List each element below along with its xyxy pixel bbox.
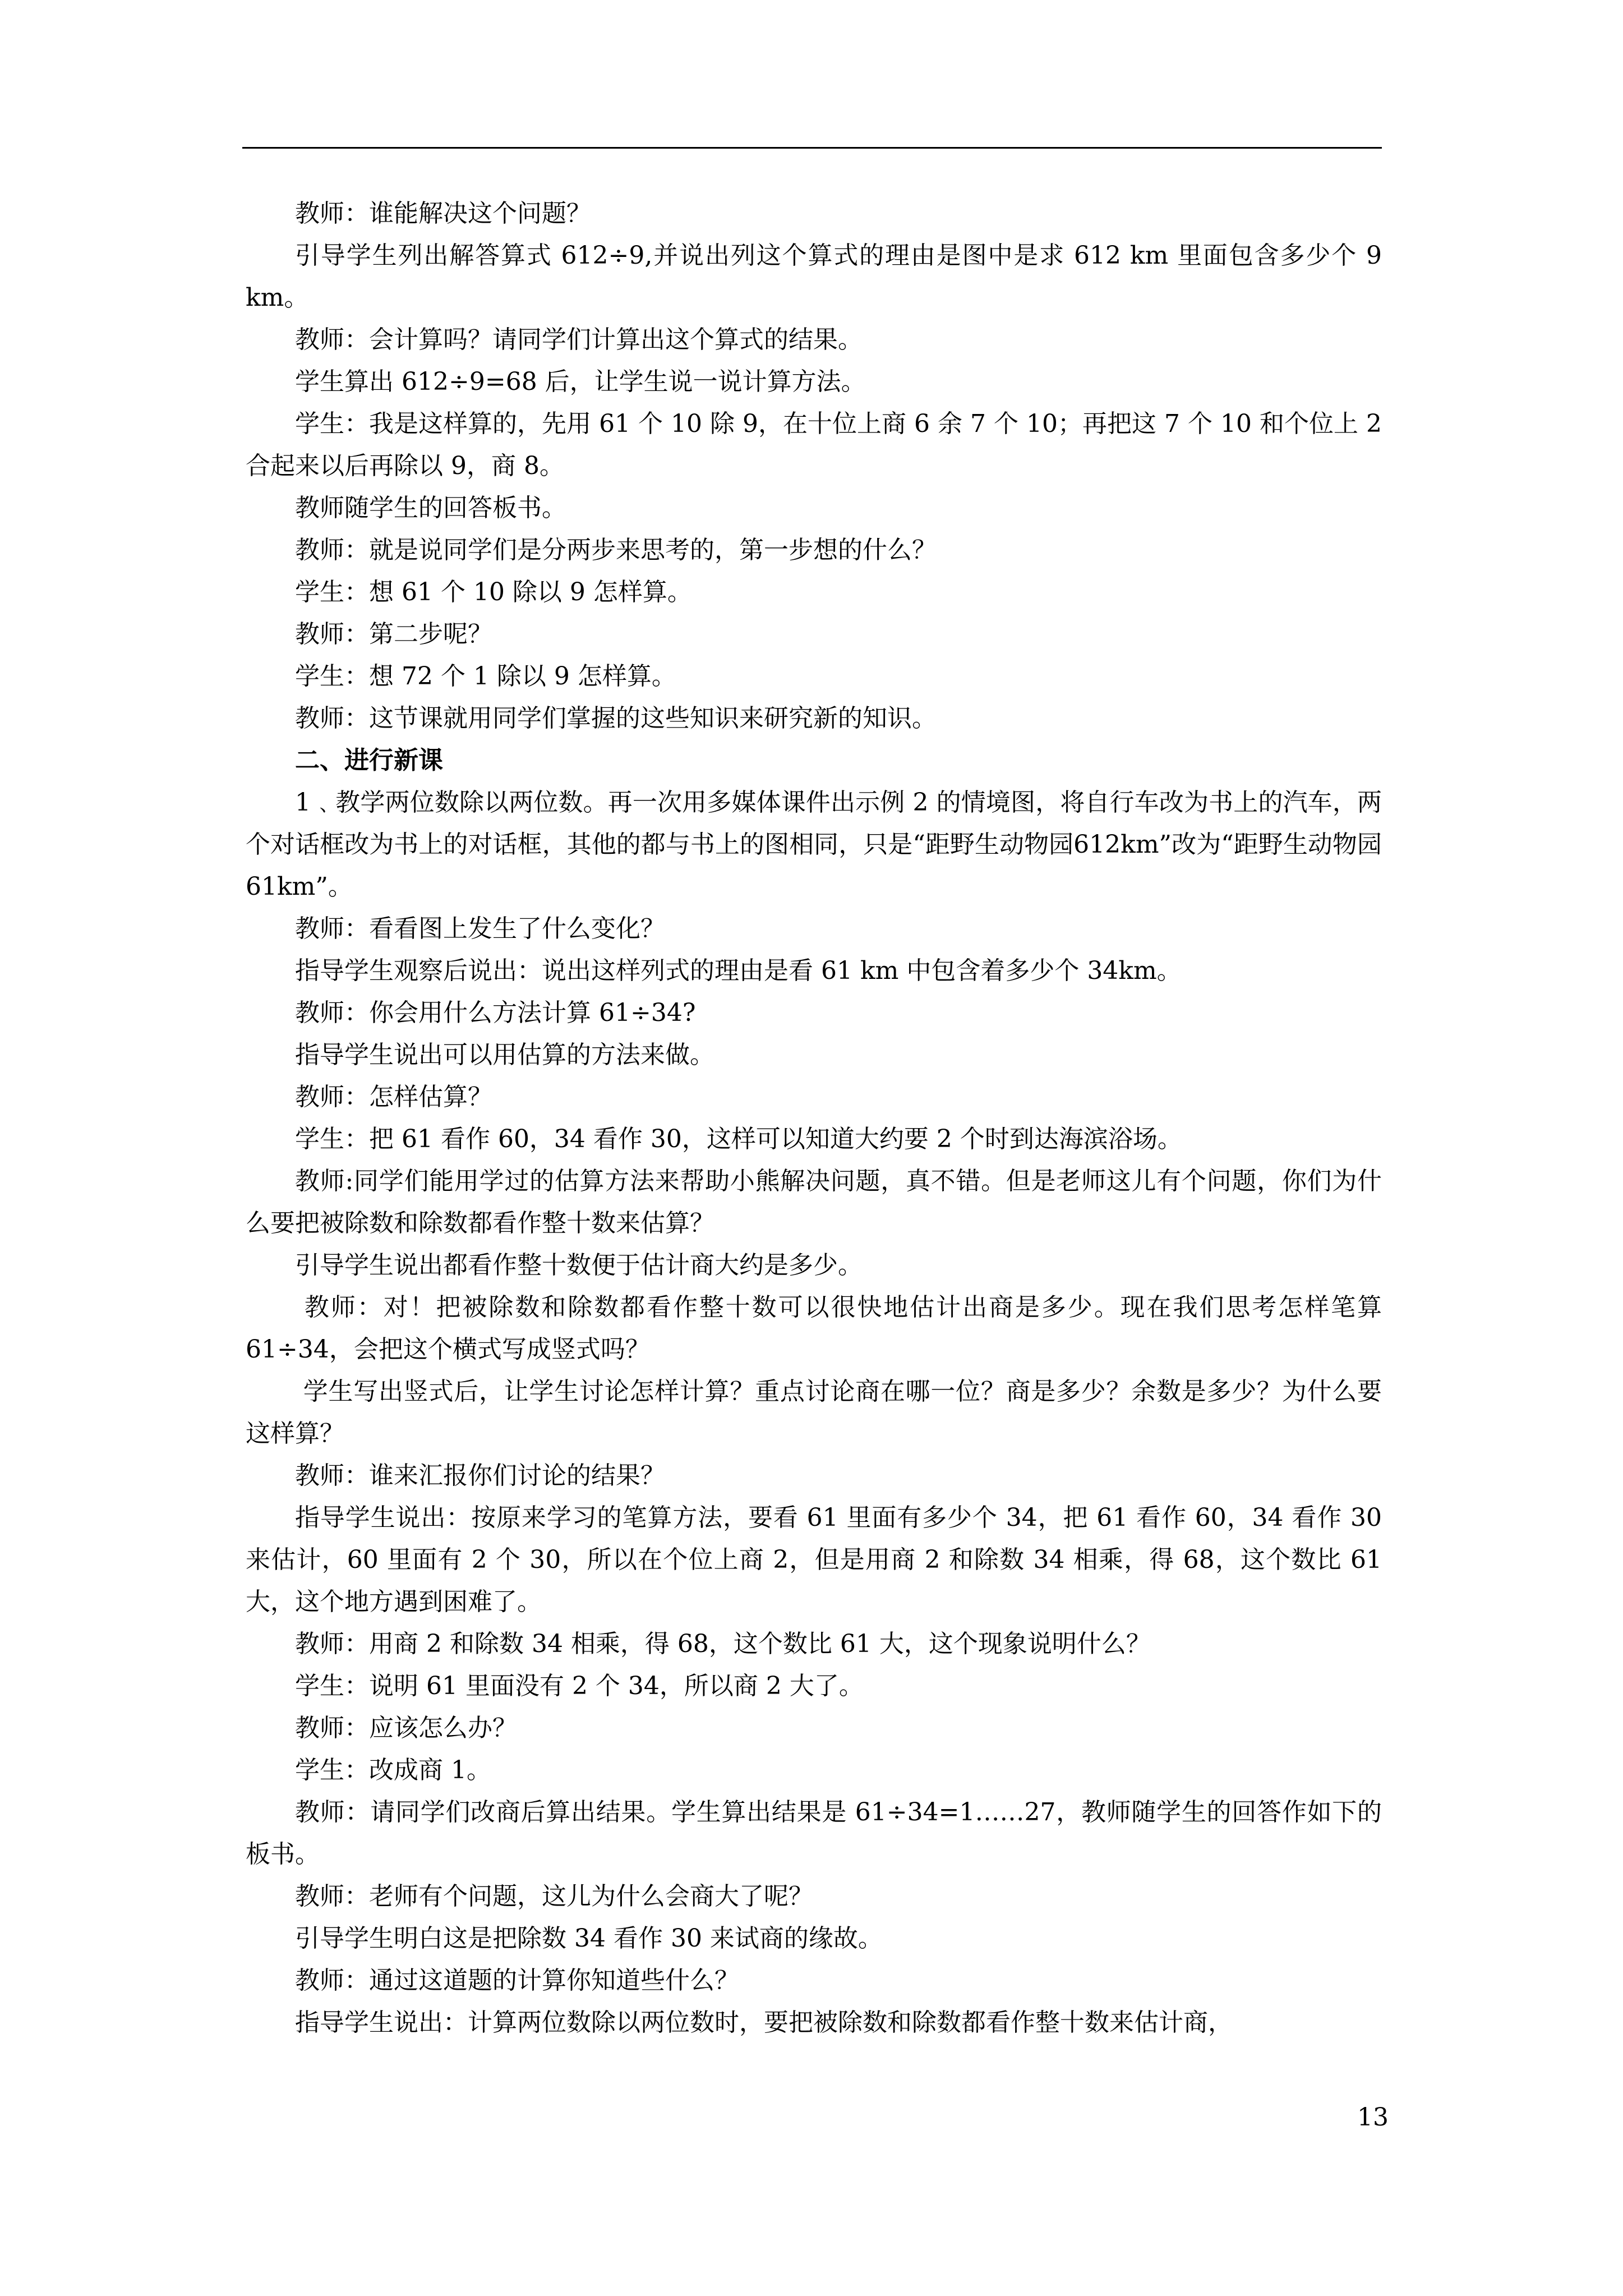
paragraph: 教师：老师有个问题，这儿为什么会商大了呢？ (295, 1882, 813, 1911)
paragraph: 学生：改成商 1。 (295, 1756, 491, 1784)
paragraph: 教师：对！把被除数和除数都看作整十数可以很快地估计出商是多少。现在我们思考怎样笔算 61÷34，会把这个横式写成竖式吗？ (246, 1293, 1390, 1364)
paragraph: 教师：第二步呢？ (295, 620, 492, 648)
paragraph: 教师：看看图上发生了什么变化？ (295, 914, 665, 943)
paragraph: 学生写出竖式后，让学生讨论怎样计算？重点讨论商在哪一位？商是多少？余数是多少？为什么要这样算？ (246, 1377, 1382, 1448)
paragraph: 学生：想 72 个 1 除以 9 怎样算。 (295, 662, 676, 691)
paragraph: 引导学生明白这是把除数 34 看作 30 来试商的缘故。 (295, 1924, 883, 1953)
paragraph: 学生：把 61 看作 60，34 看作 30，这样可以知道大约要 2 个时到达海滨浴场。 (295, 1125, 1182, 1153)
paragraph: 教师:同学们能用学过的估算方法来帮助小熊解决问题，真不错。但是老师这儿有个问题，你们为什么要把被除数和除数都看作整十数来估算？ (246, 1167, 1382, 1237)
paragraph: 教师：你会用什么方法计算 61÷34? (295, 999, 696, 1027)
paragraph: 指导学生观察后说出：说出这样列式的理由是看 61 km 中包含着多少个 34km。 (295, 956, 1182, 985)
paragraph: 教师：怎样估算？ (295, 1083, 492, 1111)
paragraph: 引导学生说出都看作整十数便于估计商大约是多少。 (295, 1251, 863, 1280)
paragraph: 教师：这节课就用同学们掌握的这些知识来研究新的知识。 (295, 704, 937, 733)
document-body (246, 192, 1390, 2044)
paragraph: 指导学生说出：按原来学习的笔算方法，要看 61 里面有多少个 34，把 61 看作 60，34 看作 30 来估计，60 里面有 2 个 30，所以在个位上商 2，但是用商 2 和除数 34 相乘，得 68，这个数比 61 大，这个地方遇到困难了。 (246, 1503, 1390, 1616)
paragraph: 引导学生列出解答算式 612÷9,并说出列这个算式的理由是图中是求 612 km 里面包含多少个 9 km。 (246, 241, 1390, 312)
paragraph: 教师：谁来汇报你们讨论的结果？ (295, 1461, 665, 1490)
paragraph: 1﹑教学两位数除以两位数。再一次用多媒体课件出示例 2 的情境图，将自行车改为书上的汽车，两个对话框改为书上的对话框，其他的都与书上的图相同，只是“距野生动物园612km”改为“距野生动物园 61km”。 (246, 788, 1390, 901)
header-rule (242, 147, 1382, 149)
paragraph: 指导学生说出：计算两位数除以两位数时，要把被除数和除数都看作整十数来估计商， (295, 2008, 1233, 2037)
paragraph: 教师：通过这道题的计算你知道些什么？ (295, 1966, 739, 1995)
paragraph: 指导学生说出可以用估算的方法来做。 (295, 1041, 714, 1069)
paragraph: 教师：就是说同学们是分两步来思考的，第一步想的什么？ (295, 536, 937, 564)
paragraph: 学生：我是这样算的，先用 61 个 10 除 9，在十位上商 6 余 7 个 10；再把这 7 个 10 和个位上 2 合起来以后再除以 9，商 8。 (246, 409, 1390, 480)
paragraph: 学生：想 61 个 10 除以 9 怎样算。 (295, 578, 692, 606)
page-number: 13 (1357, 2103, 1389, 2132)
paragraph: 教师：谁能解决这个问题？ (295, 199, 591, 228)
paragraph: 教师：请同学们改商后算出结果。学生算出结果是 61÷34=1……27，教师随学生的回答作如下的板书。 (246, 1798, 1382, 1869)
paragraph: 教师：用商 2 和除数 34 相乘，得 68，这个数比 61 大，这个现象说明什么？ (295, 1630, 1151, 1658)
paragraph: 学生算出 612÷9=68 后，让学生说一说计算方法。 (295, 367, 866, 396)
paragraph: 教师：应该怎么办？ (295, 1714, 517, 1742)
paragraph: 教师随学生的回答板书。 (295, 494, 566, 522)
paragraph: 教师：会计算吗？请同学们计算出这个算式的结果。 (295, 325, 863, 354)
paragraph: 学生：说明 61 里面没有 2 个 34，所以商 2 大了。 (295, 1672, 864, 1700)
section-heading: 二、进行新课 (295, 746, 443, 775)
